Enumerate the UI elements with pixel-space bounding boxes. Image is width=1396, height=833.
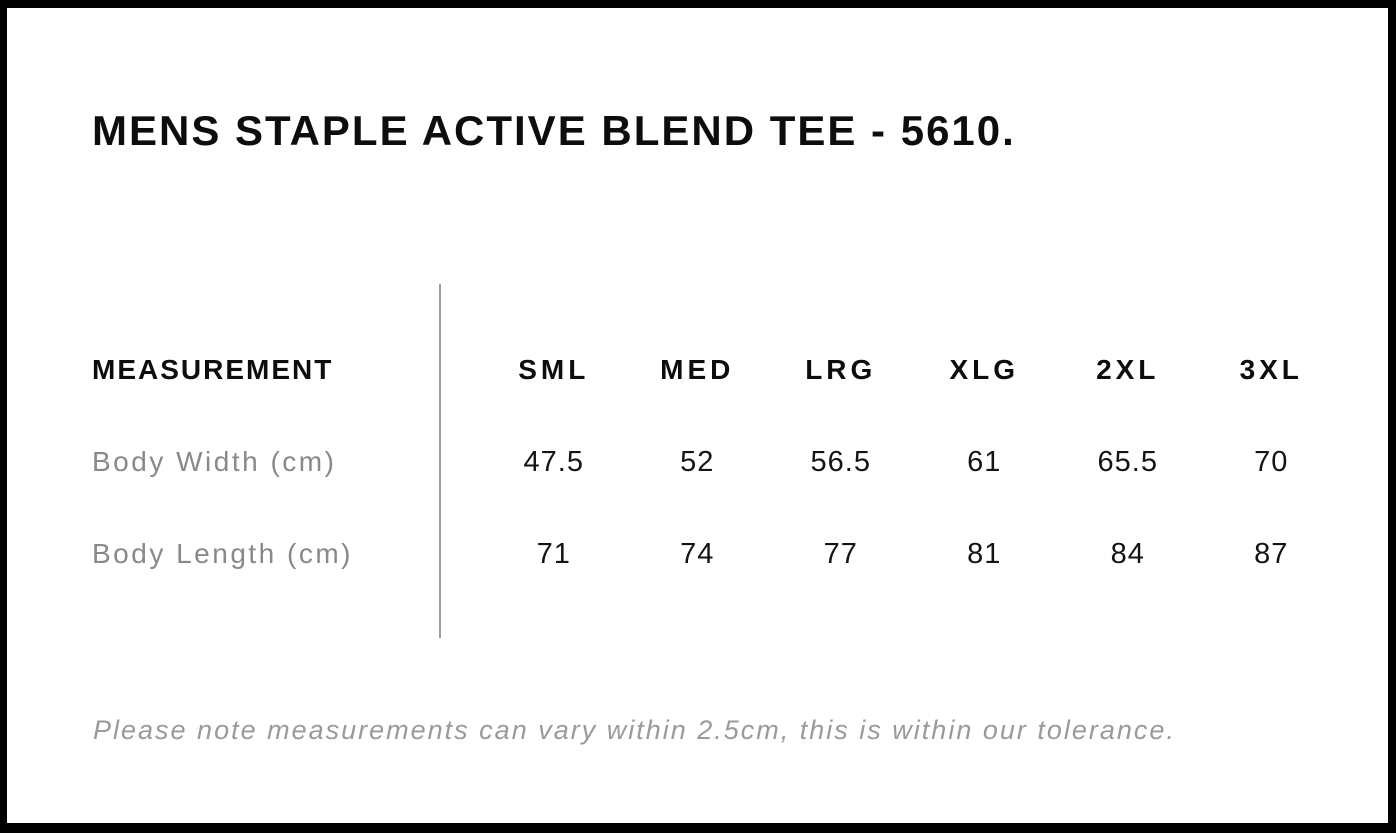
body-length-sml-value: 71 (536, 537, 571, 570)
size-header-med: MED (660, 354, 735, 385)
body-length-xlg-value: 81 (967, 537, 1002, 570)
size-table (92, 324, 1343, 600)
body-width-3xl-value: 70 (1254, 445, 1289, 478)
size-header-xlg: XLG (949, 354, 1020, 385)
size-header-sml: SML (518, 354, 590, 385)
body-length-2xl-value: 84 (1110, 537, 1145, 570)
body-width-med-value: 52 (680, 445, 715, 478)
size-header-3xl: 3XL (1239, 354, 1303, 385)
body-width-xlg-value: 61 (967, 445, 1002, 478)
body-length-lrg-value: 77 (823, 537, 858, 570)
measurement-column-header: MEASUREMENT (92, 354, 334, 385)
body-width-lrg-value: 56.5 (810, 445, 871, 478)
row-label-body-length: Body Length (cm) (92, 538, 353, 569)
size-header-lrg: LRG (805, 354, 877, 385)
page-title: MENS STAPLE ACTIVE BLEND TEE - 5610. (92, 107, 1016, 154)
body-width-2xl-value: 65.5 (1097, 445, 1158, 478)
size-header-2xl: 2XL (1096, 354, 1160, 385)
tolerance-note: Please note measurements can vary within 2.5cm, this is within our tolerance. (93, 715, 1176, 745)
body-length-3xl-value: 87 (1254, 537, 1289, 570)
body-width-sml-value: 47.5 (523, 445, 584, 478)
body-length-med-value: 74 (680, 537, 715, 570)
row-label-body-width: Body Width (cm) (92, 446, 337, 477)
